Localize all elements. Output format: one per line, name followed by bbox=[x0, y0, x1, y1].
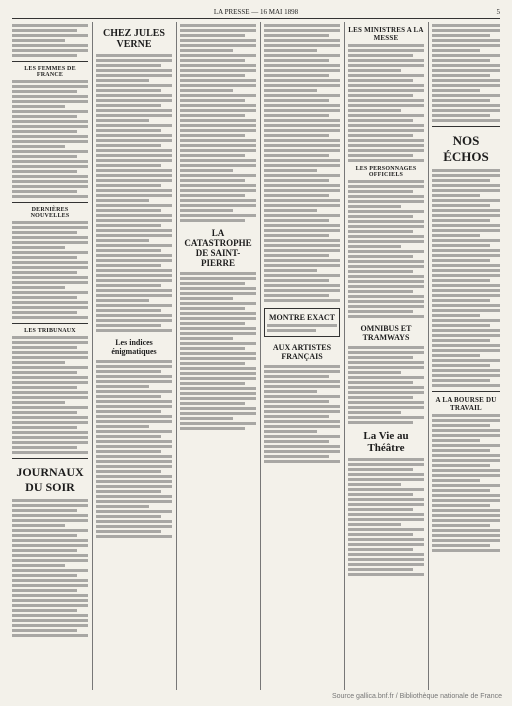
heading-journaux-du-soir: JOURNAUX DU SOIR bbox=[16, 465, 84, 494]
source-credit: Source gallica.bnf.fr / Bibliothèque nationale de France bbox=[331, 693, 502, 700]
column-4 bbox=[264, 22, 340, 690]
heading-dernieres-nouvelles: DERNIÈRES NOUVELLES bbox=[30, 207, 70, 219]
heading-bourse-du-travail: A LA BOURSE DU TRAVAIL bbox=[435, 396, 497, 412]
heading-les-femmes: LES FEMMES DE FRANCE bbox=[24, 66, 76, 78]
heading-nos-echos: NOS ÉCHOS bbox=[443, 133, 489, 164]
advert-box bbox=[264, 308, 340, 337]
heading-les-tribunaux: LES TRIBUNAUX bbox=[24, 328, 76, 334]
column-3 bbox=[180, 22, 256, 690]
masthead-title: LA PRESSE — 16 MAI 1898 bbox=[213, 8, 299, 16]
heading-catastrophe: LA CATASTROPHE DE SAINT-PIERRE bbox=[184, 228, 252, 268]
column-rule bbox=[92, 22, 93, 690]
heading-vie-au-theatre: La Vie au Théâtre bbox=[363, 430, 409, 454]
heading-indices: Les indices énigmatiques bbox=[111, 338, 157, 356]
heading-montre-exact: MONTRE EXACT bbox=[268, 313, 335, 322]
heading-aux-artistes: AUX ARTISTES FRANÇAIS bbox=[272, 343, 332, 361]
heading-personnages: LES PERSONNAGES OFFICIELS bbox=[355, 166, 417, 178]
heading-ministres: LES MINISTRES A LA MESSE bbox=[348, 26, 424, 42]
heading-chez-jules-verne: CHEZ JULES VERNE bbox=[103, 28, 165, 50]
column-rule bbox=[344, 22, 345, 690]
column-rule bbox=[428, 22, 429, 690]
column-1 bbox=[12, 22, 88, 690]
column-6 bbox=[432, 22, 500, 690]
masthead bbox=[12, 6, 500, 19]
column-rule bbox=[176, 22, 177, 690]
page-number: 5 bbox=[496, 8, 500, 16]
heading-omnibus: OMNIBUS ET TRAMWAYS bbox=[360, 324, 412, 342]
column-rule bbox=[260, 22, 261, 690]
column-2 bbox=[96, 22, 172, 690]
column-5 bbox=[348, 22, 424, 690]
newspaper-page bbox=[12, 22, 500, 690]
